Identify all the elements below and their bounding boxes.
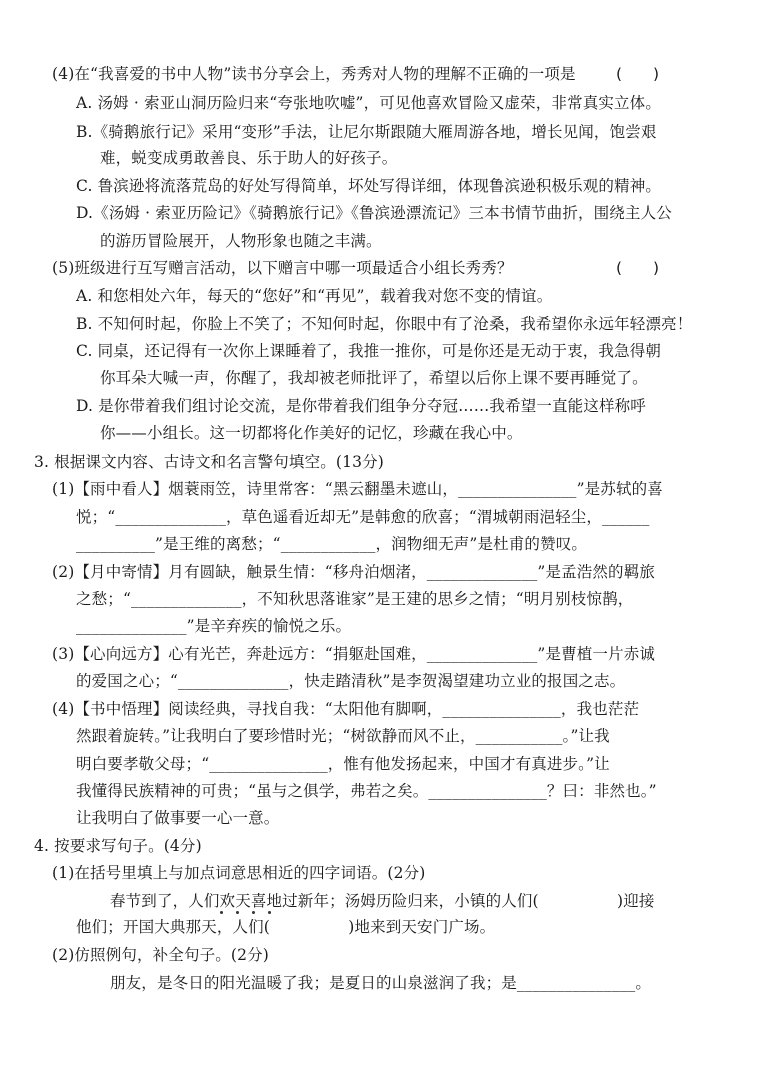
q3-2-line3[interactable]: ______________”是辛弃疾的愉悦之乐。 (76, 617, 352, 635)
q3-2-line2[interactable]: 之愁；“______________，不知秋思落谁家”是王建的思乡之情；“明月别枝惊鹊， (76, 590, 634, 608)
q2-5-option-a: A. 和您相处六年，每天的“您好”和“再见”，载着我对您不变的情谊。 (76, 287, 553, 305)
emphasis-dot (252, 911, 255, 914)
emphasis-dot (236, 911, 239, 914)
q3-2-line1[interactable]: (2)【月中寄情】月有圆缺，触景生情：“移舟泊烟渚，______________”是孟浩然的羁旅 (52, 563, 656, 581)
q4-1-line1[interactable]: 春节到了，人们欢天喜地过新年；汤姆历险归来，小镇的人们( )迎接 (110, 892, 655, 910)
q3-4-line5: 让我明白了做事要一心一意。 (76, 809, 280, 827)
emphasis-dot (268, 911, 271, 914)
q3-4-line4[interactable]: 我懂得民族精神的可贵；“虽与之俱学，弗若之矣。_______________？曰：非然也。” (76, 782, 657, 800)
q3-4-line1[interactable]: (4)【书中悟理】阅读经典，寻找自我：“太阳他有脚啊，_______________，我也茫茫 (52, 700, 640, 718)
q2-5-answer-paren[interactable]: ( ) (616, 259, 660, 277)
q2-5-option-d-line2: 你——小组长。这一切都将化作美好的记忆，珍藏在我心中。 (100, 424, 523, 442)
q3-title: 3. 根据课文内容、古诗文和名言警句填空。(13分) (34, 453, 384, 471)
q2-5-option-b: B. 不知何时起，你脸上不笑了；不知何时起，你眼中有了沧桑，我希望你永远年轻漂亮！ (76, 315, 693, 333)
q4-title: 4. 按要求写句子。(4分) (34, 837, 202, 855)
q2-4-option-d-line2: 的游历冒险展开，人物形象也随之丰满。 (100, 232, 382, 250)
q3-1-line3[interactable]: __________”是王维的离愁；“____________，润物细无声”是杜甫的赞叹。 (76, 535, 588, 553)
q3-1-line1[interactable]: (1)【雨中看人】烟蓑雨笠，诗里常客：“黑云翻墨未遮山，_______________”是苏轼的喜 (52, 480, 663, 498)
q2-4-option-b-line1: B.《骑鹅旅行记》采用“变形”手法，让尼尔斯跟随大雁周游各地，增长见闻，饱尝艰 (76, 123, 657, 141)
q2-4-option-c: C. 鲁滨逊将流落荒岛的好处写得简单，坏处写得详细，体现鲁滨逊积极乐观的精神。 (76, 177, 662, 195)
q4-1-line2[interactable]: 他们；开国大典那天，人们( )地来到天安门广场。 (76, 918, 496, 936)
q2-4-answer-paren[interactable]: ( ) (616, 65, 660, 83)
q2-5-option-c-line2: 你耳朵大喊一声，你醒了，我却被老师批评了，希望以后你上课不要再睡觉了。 (100, 369, 648, 387)
q3-4-line3[interactable]: 明白要孝敬父母；“_______________，惟有他发扬起来，中国才有真进步。”让 (76, 755, 610, 773)
q2-4-stem: (4)在“我喜爱的书中人物”读书分享会上，秀秀对人物的理解不正确的一项是 (52, 65, 576, 83)
q3-4-line2[interactable]: 然跟着旋转。”让我明白了要珍惜时光；“树欲静而风不止，___________。”让我 (76, 727, 610, 745)
q3-1-line2[interactable]: 悦；“______________，草色遥看近却无”是韩愈的欣喜；“渭城朝雨浥轻尘，______ (76, 508, 650, 526)
q2-5-stem: (5)班级进行互写赠言活动，以下赠言中哪一项最适合小组长秀秀？ (52, 259, 513, 277)
q2-4-option-b-line2: 难，蜕变成勇敢善良、乐于助人的好孩子。 (100, 149, 398, 167)
q4-1-title: (1)在括号里填上与加点词意思相近的四字词语。(2分) (52, 864, 426, 882)
q3-3-line2[interactable]: 的爱国之心；“______________，快走踏清秋”是李贺渴望建功立业的报国之志。 (76, 672, 626, 690)
q4-2-title: (2)仿照例句，补全句子。(2分) (52, 946, 269, 964)
q3-3-line1[interactable]: (3)【心向远方】心有光芒，奔赴远方：“捐躯赴国难，______________”是曹植一片赤诚 (52, 645, 656, 663)
q2-5-option-d-line1: D. 是你带着我们组讨论交流，是你带着我们组争分夺冠……我希望一直能这样称呼 (76, 397, 646, 415)
emphasis-dot (220, 911, 223, 914)
q2-4-option-d-line1: D.《汤姆 · 索亚历险记》《骑鹅旅行记》《鲁滨逊漂流记》三本书情节曲折，围绕主人公 (76, 204, 672, 222)
q4-2-line1[interactable]: 朋友，是冬日的阳光温暖了我；是夏日的山泉滋润了我；是_______________。 (110, 974, 652, 992)
q2-4-option-a: A. 汤姆 · 索亚山洞历险归来“夸张地吹嘘”，可见他喜欢冒险又虚荣，非常真实立体。 (76, 94, 661, 112)
q2-5-option-c-line1: C. 同桌，还记得有一次你上课睡着了，我推一推你，可是你还是无动于衷，我急得朝 (76, 342, 662, 360)
